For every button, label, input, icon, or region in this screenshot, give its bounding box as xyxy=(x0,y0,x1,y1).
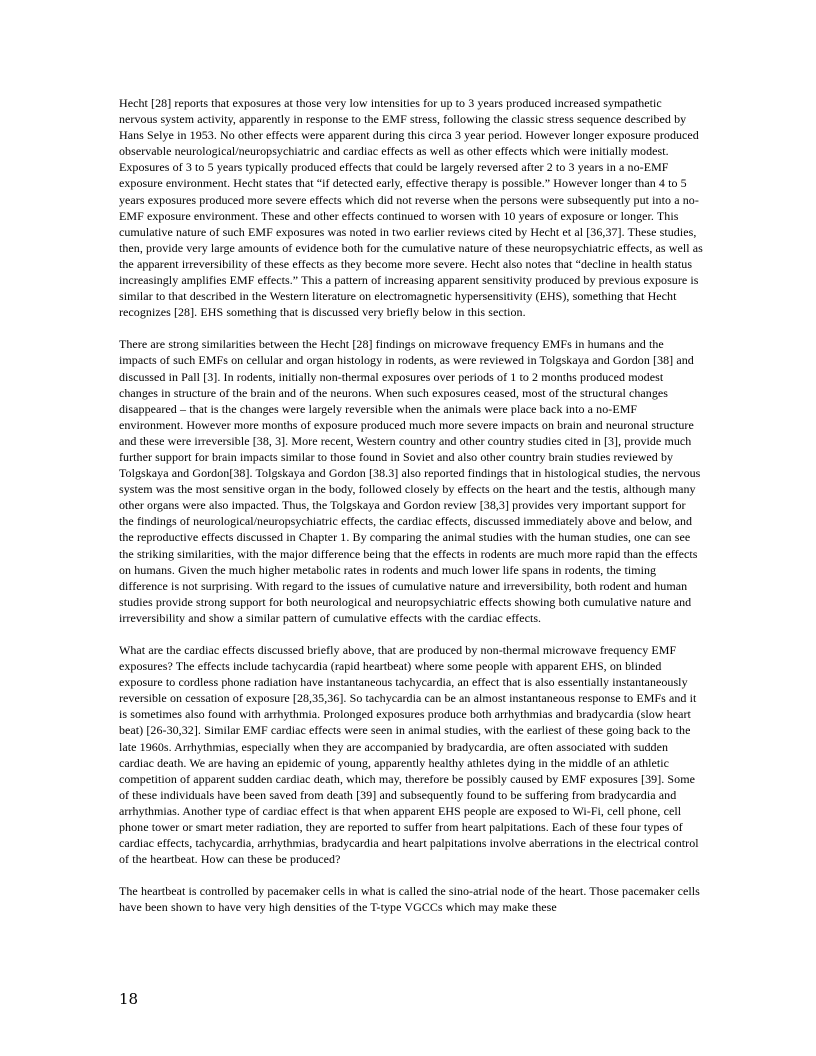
paragraph-cardiac-effects: What are the cardiac effects discussed briefly above, that are produced by non-thermal microwave frequency EMF exposures? The effects include tachycardia (rapid heartbeat) where some people with apparent EHS, on blinded exposure to cordless phone radiation have instantaneous tachycardia, an effect that is also essentially instantaneously reversible on cessation of exposure [28,35,36]. So tachycardia can be an almost instantaneous response to EMFs and it is sometimes also found with arrhythmia. Prolonged exposures produce both arrhythmias and bradycardia (slow heart beat) [26-30,32]. Similar EMF cardiac effects were seen in animal studies, with the earliest of these going back to the late 1960s. Arrhythmias, especially when they are accompanied by bradycardia, are often associated with sudden cardiac death. We are having an epidemic of young, apparently healthy athletes dying in the middle of an athletic competition of apparent sudden cardiac death, which may, therefore be possibly caused by EMF exposures [39]. Some of these individuals have been saved from death [39] and subsequently found to be suffering from bradycardia and arrhythmias. Another type of cardiac effect is that when apparent EHS people are exposed to Wi-Fi, cell phone, cell phone tower or smart meter radiation, they are reported to suffer from heart palpitations. Each of these four types of cardiac effects, tachycardia, arrhythmias, bradycardia and heart palpitations involve aberrations in the electrical control of the heartbeat. How can these be produced? xyxy=(119,643,699,867)
paragraph-hecht-exposure: Hecht [28] reports that exposures at those very low intensities for up to 3 years produced increased sympathetic nervous system activity, apparently in response to the EMF stress, following the classic stress sequence described by Hans Selye in 1953. No other effects were apparent during this circa 3 year period. However longer exposure produced observable neurological/neuropsychiatric and cardiac effects as well as other effects which were initially modest. Exposures of 3 to 5 years typically produced effects that could be largely reversed after 2 to 3 years in a no-EMF exposure environment. Hecht states that “if detected early, effective therapy is possible.” However longer than 4 to 5 years exposures produced more severe effects which did not reverse when the persons were subsequently put into a no-EMF exposure environment. These and other effects continued to worsen with 10 years of exposure or longer. This cumulative nature of such EMF exposures was noted in two earlier reviews cited by Hecht et al [36,37]. These studies, then, provide very large amounts of evidence both for the cumulative nature of these neuropsychiatric effects, as well as the apparent irreversibility of these effects as they become more severe. Hecht also notes that “decline in health status increasingly amplifies EMF effects.” This a pattern of increasing apparent sensitivity produced by previous exposure is similar to that described in the Western literature on electromagnetic hypersensitivity (EHS), something that Hecht recognizes [28]. EHS something that is discussed very briefly below in this section. xyxy=(119,96,703,320)
paragraph-pacemaker-cells: The heartbeat is controlled by pacemaker cells in what is called the sino-atrial node of the heart. Those pacemaker cells have been shown to have very high densities of the T-type VGCCs which may make these xyxy=(119,884,700,915)
page-body xyxy=(119,95,703,932)
paragraph-rodent-similarities: There are strong similarities between the Hecht [28] findings on microwave frequency EMFs in humans and the impacts of such EMFs on cellular and organ histology in rodents, as were reviewed in Tolgskaya and Gordon [38] and discussed in Pall [3]. In rodents, initially non-thermal exposures over periods of 1 to 2 months produced modest changes in structure of the brain and of the neurons. When such exposures ceased, most of the structural changes disappeared – that is the changes were largely reversible when the animals were place back into a no-EMF environment. However more months of exposure produced much more severe impacts on brain and neuronal structure and these were irreversible [38, 3]. More recent, Western country and other country studies cited in [3], provide much further support for brain impacts similar to those found in Soviet and also other country brain studies reviewed by Tolgskaya and Gordon[38]. Tolgskaya and Gordon [38.3] also reported findings that in histological studies, the nervous system was the most sensitive organ in the body, followed closely by effects on the heart and the testis, although many other organs were also impacted. Thus, the Tolgskaya and Gordon review [38,3] provides very important support for the findings of neurological/neuropsychiatric effects, the cardiac effects, discussed immediately above and below, and the reproductive effects discussed in Chapter 1. By comparing the animal studies with the human studies, one can see the striking similarities, with the major difference being that the effects in rodents are much more rapid than the effects on humans. Given the much higher metabolic rates in rodents and much lower life spans in rodents, the timing difference is not surprising. With regard to the issues of cumulative nature and irreversibility, both rodent and human studies provide strong support for both neurological and neuropsychiatric effects showing both cumulative nature and irreversibility and show a similar pattern of cumulative effects with the cardiac effects. xyxy=(119,337,701,625)
page-number: 18 xyxy=(119,990,139,1008)
